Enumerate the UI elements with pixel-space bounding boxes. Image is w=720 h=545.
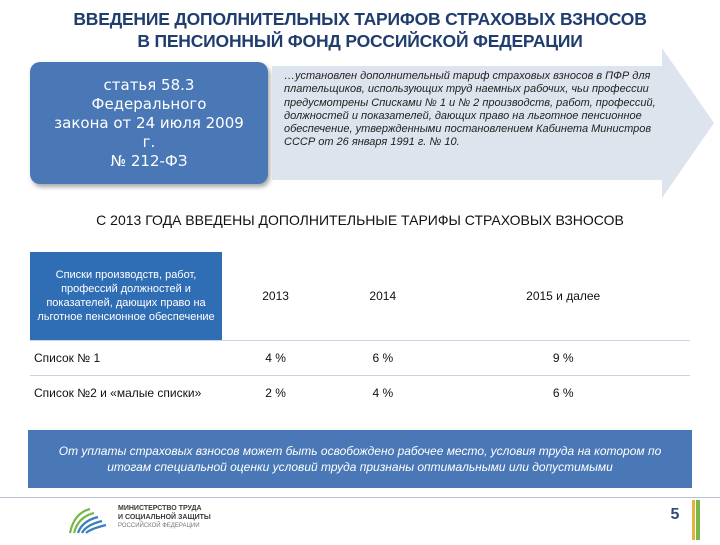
table-header-year-2014: 2014 xyxy=(369,289,397,303)
law-article-line-2: закона от 24 июля 2009 г. xyxy=(54,113,244,151)
ministry-name-line-1: МИНИСТЕРСТВО ТРУДА xyxy=(118,505,202,512)
slide-title-line-2: В ПЕНСИОННЫЙ ФОНД РОССИЙСКОЙ ФЕДЕРАЦИИ xyxy=(137,31,583,51)
ministry-name-line-2: И СОЦИАЛЬНОЙ ЗАЩИТЫ xyxy=(118,513,211,521)
table-row xyxy=(30,341,690,376)
arrow-callout-text: …установлен дополнительный тариф страховых взносов в ПФР для плательщиков, использующих труд наемных рабочих, чьи профессии предусмотрены Списками № 1 и № 2 производств, работ, профессий, должностей и показателей, дающих право на льготное пенсионное обеспечение, утвержденными постановлением Кабинета Министров СССР от 26 января 1991 г. № 10. xyxy=(284,70,656,149)
table-header-year-2015: 2015 и далее xyxy=(526,289,601,303)
law-article-box xyxy=(30,62,268,184)
table-cell: 2 % xyxy=(222,376,329,411)
table-row-label: Список №2 и «малые списки» xyxy=(30,376,222,411)
tariff-table-header xyxy=(30,252,690,341)
tariff-table xyxy=(30,252,690,410)
corner-decoration xyxy=(692,500,700,540)
law-article-line-1: статья 58.3 Федерального xyxy=(91,75,207,113)
ministry-name-line-3: РОССИЙСКОЙ ФЕДЕРАЦИИ xyxy=(118,523,200,529)
table-row xyxy=(30,376,690,411)
table-cell: 4 % xyxy=(329,376,436,411)
table-cell: 6 % xyxy=(329,341,436,376)
ministry-logo-icon xyxy=(66,503,112,535)
table-cell: 9 % xyxy=(436,341,690,376)
exemption-note-text: От уплаты страховых взносов может быть освобождено рабочее место, условия труда на котором по итогам специальной оценки условий труда признаны оптимальными или допустимыми xyxy=(58,443,662,474)
table-cell: 6 % xyxy=(436,376,690,411)
table-header-year-2013: 2013 xyxy=(262,289,289,303)
slide-title xyxy=(0,8,720,52)
ministry-name xyxy=(118,505,238,531)
footer-divider xyxy=(0,497,720,498)
law-article-line-3: № 212-ФЗ xyxy=(110,151,188,170)
table-row-label: Список № 1 xyxy=(30,341,222,376)
arrow-callout xyxy=(272,48,714,198)
table-header-list-label: Списки производств, работ, профессий должностей и показателей, дающих право на льготное пенсионное обеспечение xyxy=(30,252,222,341)
page-number: 5 xyxy=(670,506,680,523)
table-cell: 4 % xyxy=(222,341,329,376)
slide-title-line-1: ВВЕДЕНИЕ ДОПОЛНИТЕЛЬНЫХ ТАРИФОВ СТРАХОВЫХ ВЗНОСОВ xyxy=(73,9,647,29)
section-subtitle: С 2013 ГОДА ВВЕДЕНЫ ДОПОЛНИТЕЛЬНЫЕ ТАРИФЫ СТРАХОВЫХ ВЗНОСОВ xyxy=(96,212,624,228)
exemption-note-box xyxy=(28,430,692,488)
